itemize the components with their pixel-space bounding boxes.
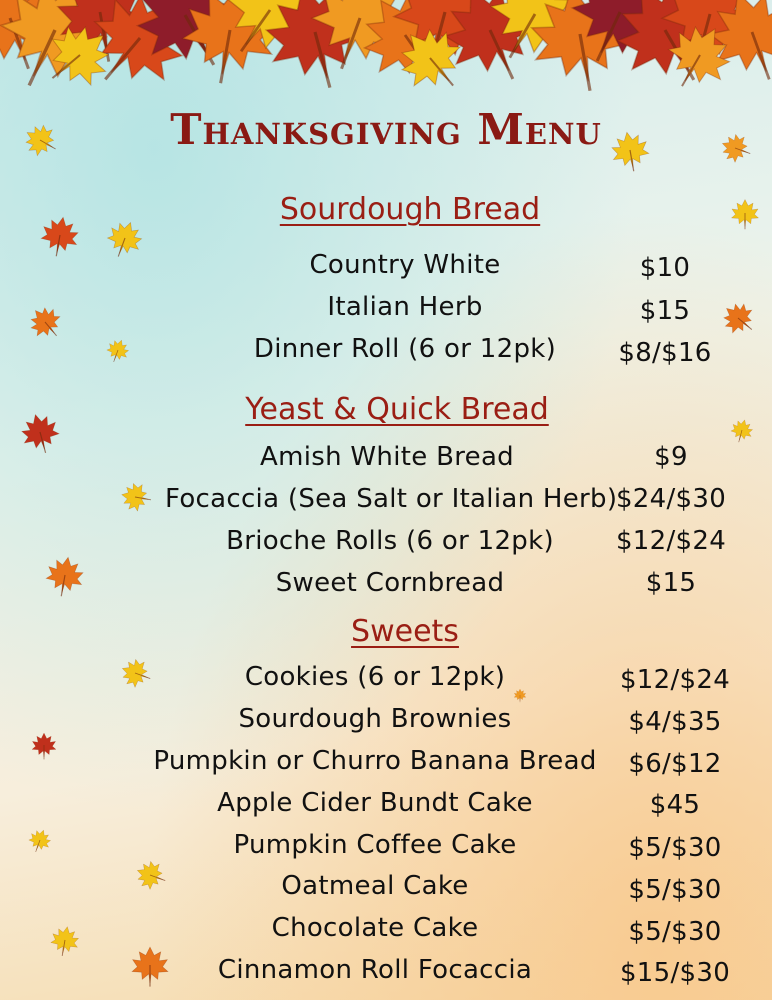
menu-item-name: Pumpkin or Churro Banana Bread [153, 746, 597, 776]
menu-item-name: Amish White Bread [260, 442, 514, 472]
menu-item-name: Cookies (6 or 12pk) [244, 662, 506, 692]
menu-item-name: Italian Herb [327, 292, 483, 322]
menu-item-price: $5/$30 [628, 833, 722, 863]
menu-item-price: $12/$24 [615, 526, 727, 556]
menu-item-name: Sourdough Brownies [238, 704, 512, 734]
menu-item-price: $4/$35 [628, 707, 722, 737]
menu-item-price: $5/$30 [628, 875, 722, 905]
menu-item-name: Focaccia (Sea Salt or Italian Herb) [165, 484, 618, 514]
menu-item-price: $12/$24 [619, 665, 731, 695]
menu-item-name: Sweet Cornbread [275, 568, 505, 598]
page-title: Thanksgiving Menu [170, 105, 602, 154]
section-heading-sweets: Sweets [351, 614, 459, 649]
menu-item-name: Apple Cider Bundt Cake [217, 788, 533, 818]
menu-item-price: $15/$30 [619, 958, 731, 988]
menu-item-name: Cinnamon Roll Focaccia [217, 955, 533, 985]
menu-item-price: $15 [639, 296, 691, 326]
menu-item-price: $9 [654, 442, 688, 472]
menu-item-name: Brioche Rolls (6 or 12pk) [226, 526, 554, 556]
menu-item-name: Oatmeal Cake [281, 871, 469, 901]
section-heading-sourdough: Sourdough Bread [279, 192, 541, 227]
menu-item-price: $15 [645, 568, 697, 598]
menu-item-name: Country White [309, 250, 501, 280]
menu-item-price: $8/$16 [618, 338, 712, 368]
menu-item-price: $45 [649, 790, 701, 820]
menu-item-price: $5/$30 [628, 917, 722, 947]
menu-item-price: $24/$30 [615, 484, 727, 514]
menu-item-price: $6/$12 [628, 749, 722, 779]
menu-item-price: $10 [639, 253, 691, 283]
section-heading-yeast: Yeast & Quick Bread [245, 392, 549, 427]
menu-item-name: Chocolate Cake [271, 913, 479, 943]
menu-item-name: Dinner Roll (6 or 12pk) [253, 334, 557, 364]
menu-item-name: Pumpkin Coffee Cake [233, 830, 517, 860]
